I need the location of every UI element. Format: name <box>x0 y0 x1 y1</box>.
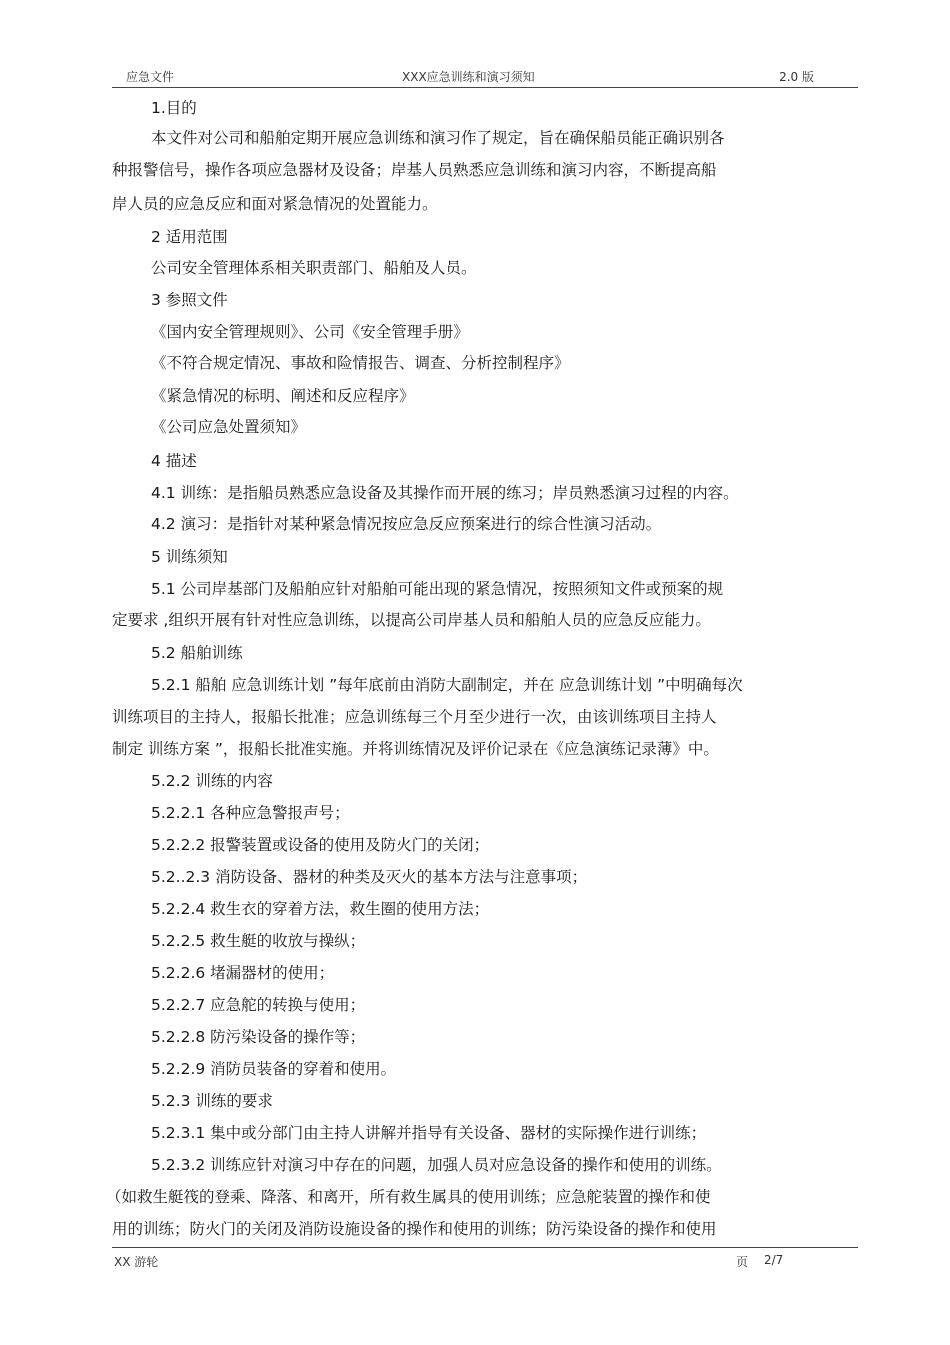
footer-left: XX 游轮 <box>114 1255 159 1269</box>
list-item: 5.2.2.1 各种应急警报声号； <box>151 804 350 822</box>
section-heading-purpose: 1.目的 <box>151 99 197 117</box>
paragraph-line: 公司安全管理体系相关职责部门、船舶及人员。 <box>151 259 477 277</box>
paragraph-line: 制定 训练方案 ”，报船长批准实施。并将训练情况及评价记录在《应急演练记录薄》中。 <box>112 740 719 758</box>
list-item: 5.2.2.6 堵漏器材的使用； <box>151 964 335 982</box>
header-rule <box>112 87 858 88</box>
list-item: 5.2.2.8 防污染设备的操作等； <box>151 1028 366 1046</box>
reference-item: 《公司应急处置须知》 <box>151 418 307 436</box>
footer-page-label: 页 <box>736 1255 749 1269</box>
header-left: 应急文件 <box>126 70 175 84</box>
list-item: 5.2.2.2 报警装置或设备的使用及防火门的关闭； <box>151 836 490 854</box>
paragraph-line: 种报警信号，操作各项应急器材及设备；岸基人员熟悉应急训练和演习内容，不断提高船 <box>112 161 717 179</box>
page-header <box>112 68 858 86</box>
list-item: 5.2.2.4 救生衣的穿着方法，救生圈的使用方法； <box>151 900 490 918</box>
list-item: 5.2.2.5 救生艇的收放与操纵； <box>151 932 366 950</box>
section-heading-scope: 2 适用范围 <box>151 228 228 246</box>
section-heading-training: 5 训练须知 <box>151 548 228 566</box>
list-item: 5.2.3.2 训练应针对演习中存在的问题，加强人员对应急设备的操作和使用的训练。 <box>151 1156 722 1174</box>
footer-page-number: 2/7 <box>764 1253 784 1267</box>
subsection-heading: 5.2.3 训练的要求 <box>151 1092 273 1110</box>
subsection-heading: 5.2.2 训练的内容 <box>151 772 273 790</box>
reference-item: 《紧急情况的标明、阐述和反应程序》 <box>151 387 415 405</box>
paragraph-line: 用的训练；防火门的关闭及消防设施设备的操作和使用的训练；防污染设备的操作和使用 <box>112 1220 717 1238</box>
paragraph-line: 训练项目的主持人，报船长批准；应急训练每三个月至少进行一次，由该训练项目主持人 <box>112 708 717 726</box>
paragraph-line: 4.1 训练：是指船员熟悉应急设备及其操作而开展的练习；岸员熟悉演习过程的内容。 <box>151 484 739 502</box>
paragraph-line: （如救生艇筏的登乘、降落、和离开，所有救生属具的使用训练；应急舵装置的操作和使 <box>106 1188 711 1206</box>
paragraph-line: 5.2.1 船舶 应急训练计划 ”每年底前由消防大副制定，并在 应急训练计划 ”中明确每次 <box>151 676 743 694</box>
footer-rule <box>112 1247 858 1248</box>
paragraph-line: 5.1 公司岸基部门及船舶应针对船舶可能出现的紧急情况，按照须知文件或预案的规 <box>151 580 724 598</box>
paragraph-line: 4.2 演习：是指针对某种紧急情况按应急反应预案进行的综合性演习活动。 <box>151 515 662 533</box>
reference-item: 《不符合规定情况、事故和险情报告、调查、分析控制程序》 <box>151 354 570 372</box>
header-version: 2.0 版 <box>779 70 814 84</box>
paragraph-line: 岸人员的应急反应和面对紧急情况的处置能力。 <box>112 195 438 213</box>
list-item: 5.2.2.9 消防员装备的穿着和使用。 <box>151 1060 397 1078</box>
paragraph-line: 本文件对公司和船舶定期开展应急训练和演习作了规定，旨在确保船员能正确识别各 <box>151 129 725 147</box>
header-title: XXX应急训练和演习须知 <box>402 70 535 84</box>
reference-item: 《国内安全管理规则》、公司《安全管理手册》 <box>151 323 469 341</box>
subsection-heading: 5.2 船舶训练 <box>151 644 243 662</box>
list-item: 5.2.3.1 集中或分部门由主持人讲解并指导有关设备、器材的实际操作进行训练； <box>151 1124 707 1142</box>
list-item: 5.2.2.7 应急舵的转换与使用； <box>151 996 366 1014</box>
paragraph-line: 定要求 ,组织开展有针对性应急训练，以提高公司岸基人员和船舶人员的应急反应能力。 <box>112 611 711 629</box>
list-item: 5.2..2.3 消防设备、器材的种类及灭火的基本方法与注意事项； <box>151 868 588 886</box>
section-heading-references: 3 参照文件 <box>151 291 228 309</box>
section-heading-description: 4 描述 <box>151 452 197 470</box>
